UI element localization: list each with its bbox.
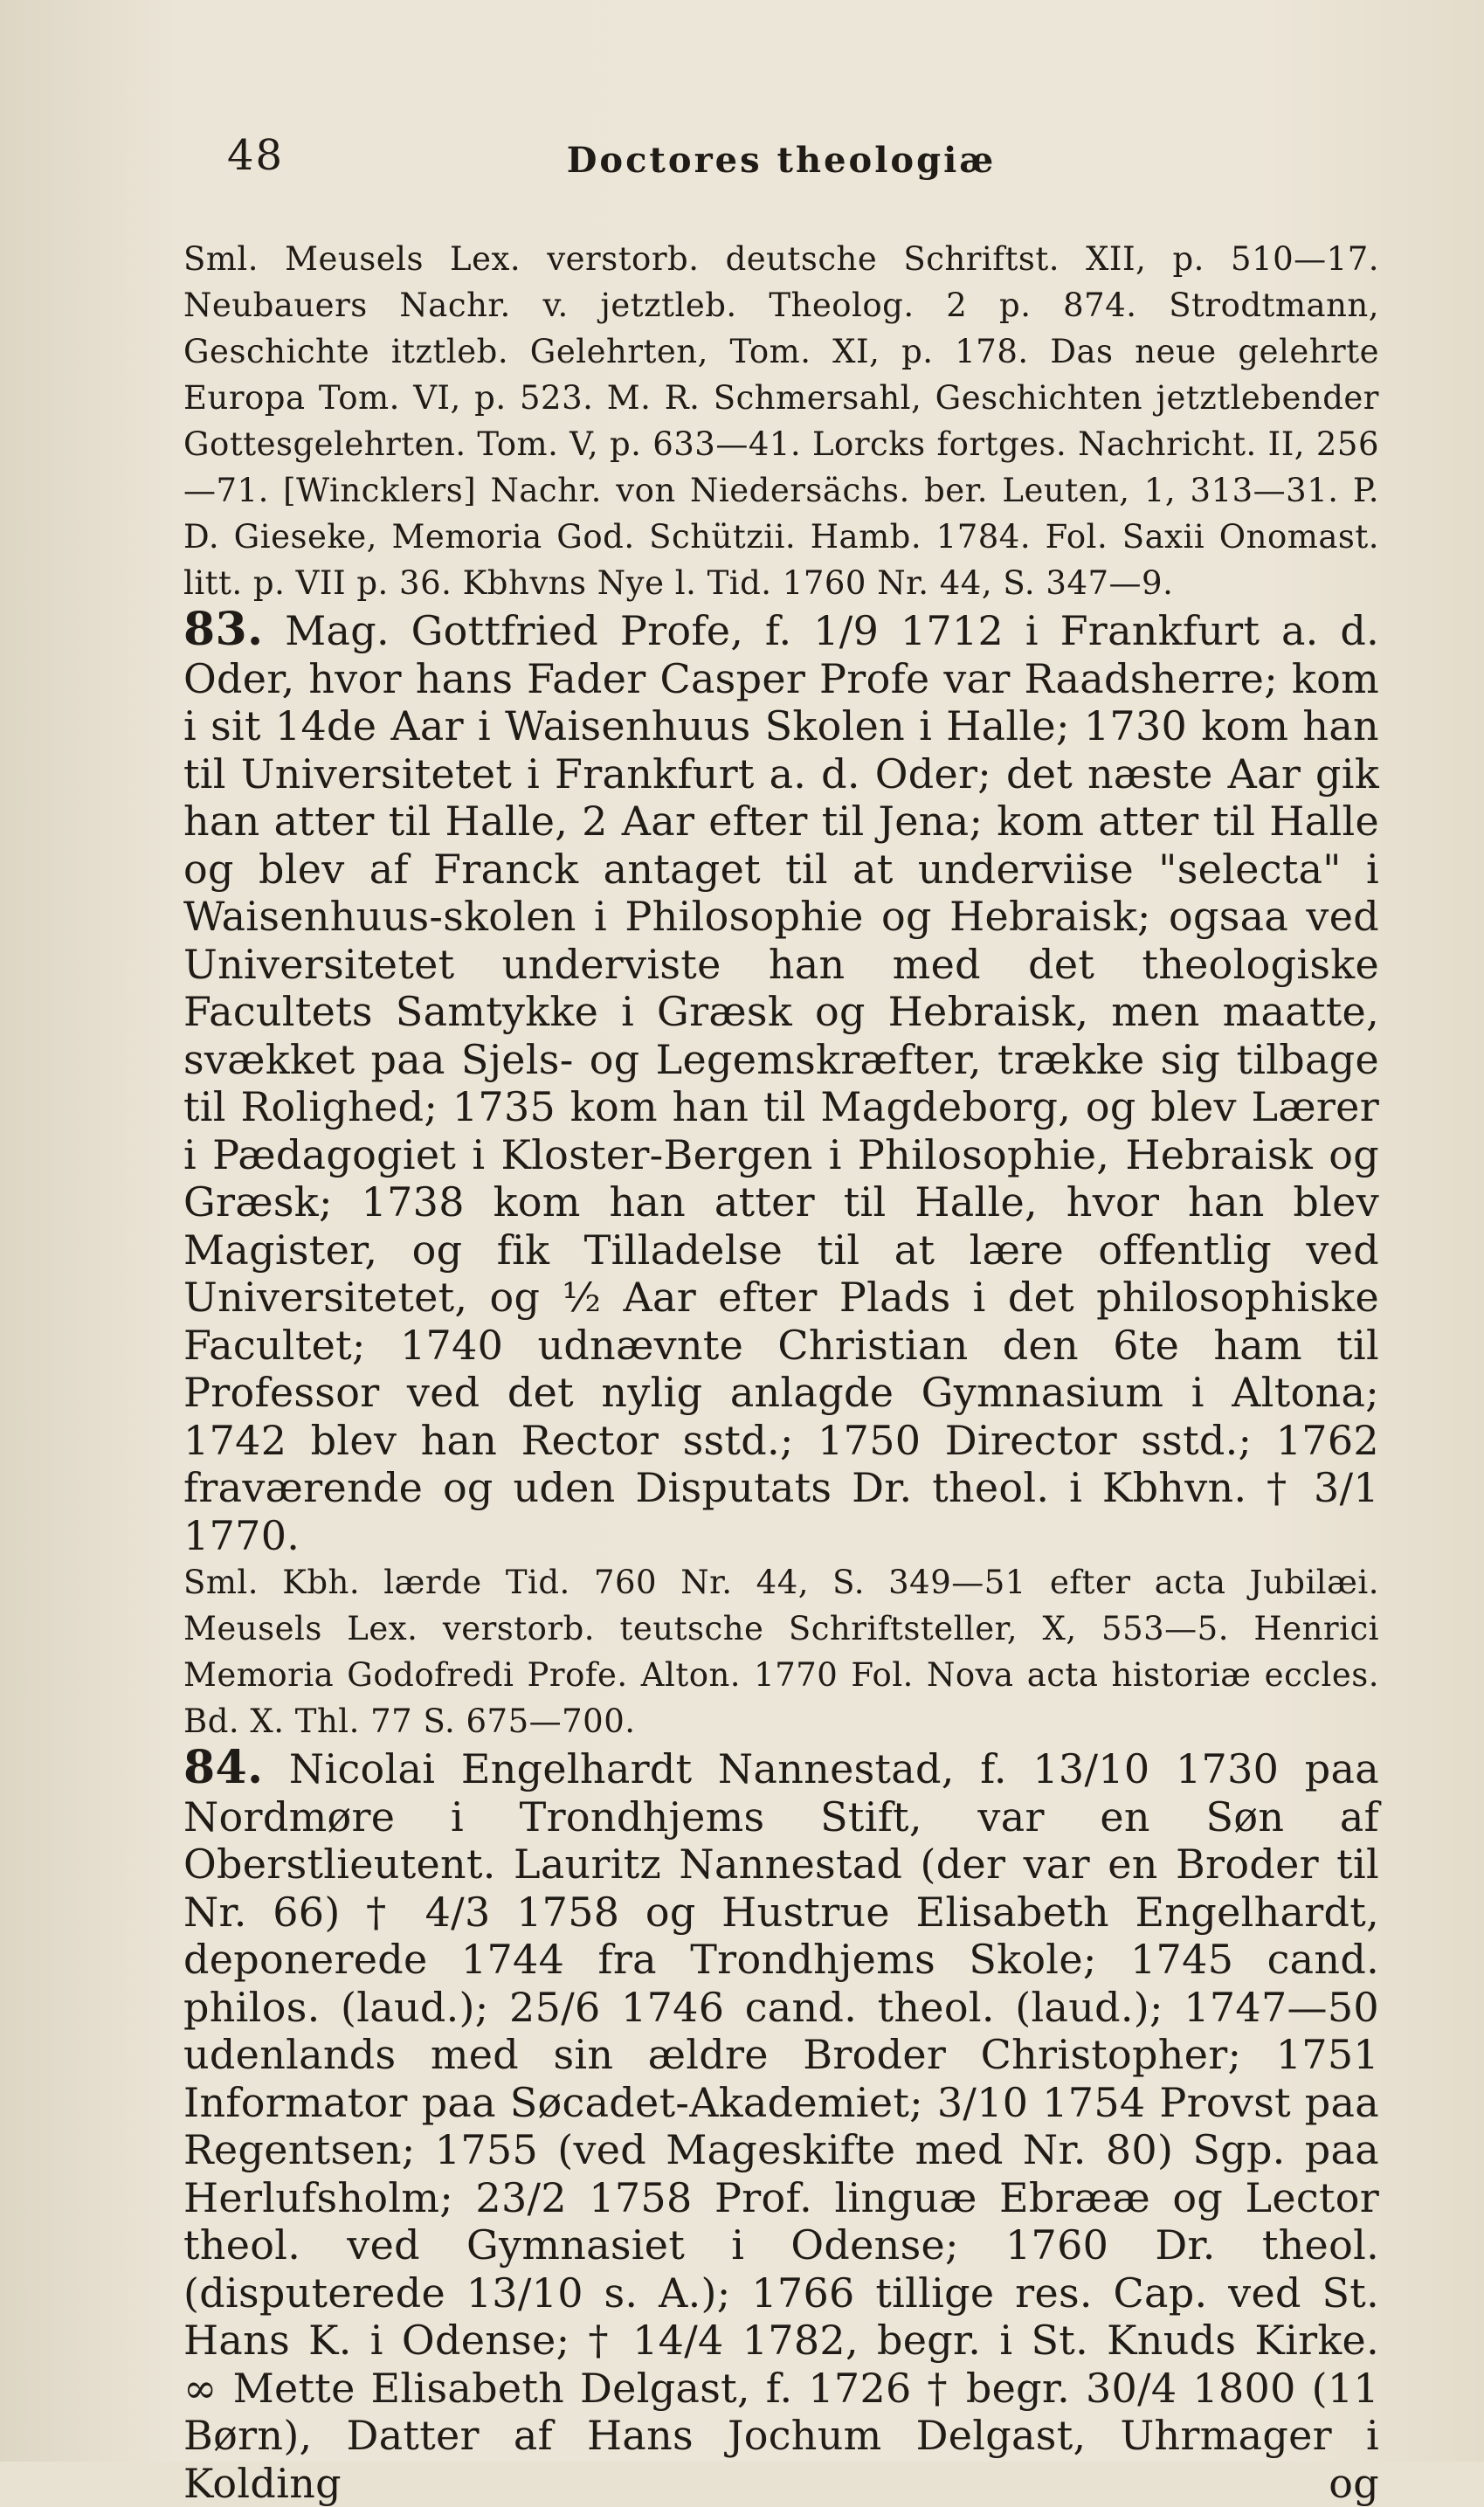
entry-83-number: 83. bbox=[183, 603, 263, 656]
entry-82-references: Sml. Meusels Lex. verstorb. deutsche Schriftst. XII, p. 510—17. Neubauers Nachr. v. jetztleb. Theolog. 2 p. 874. Strodtmann, Geschichte itztleb. Gelehrten, Tom. XI, p. 178. Das neue gelehrte Europa Tom. VI, p. 523. M. R. Schmersahl, Geschichten jetztlebender Gottesgelehrten. Tom. V, p. 633—41. Lorcks fortges. Nachricht. II, 256—71. [Wincklers] Nachr. von Niedersächs. ber. Leuten, 1, 313—31. P. D. Gieseke, Memoria God. Schützii. Hamb. 1784. Fol. Saxii Onomast. litt. p. VII p. 36. Kbhvns Nye l. Tid. 1760 Nr. 44, S. 347—9. bbox=[183, 236, 1379, 606]
page-number: 48 bbox=[227, 131, 284, 180]
entry-84-marriage: ∞ Mette Elisabeth Delgast, f. 1726 † begr. 30/4 1800 (11 Børn), Datter af Hans Jochum Delgast, Uhrmager i Kolding og bbox=[183, 2365, 1379, 2507]
entry-84-number: 84. bbox=[183, 1741, 263, 1794]
entry-84-biography bbox=[183, 1744, 1379, 2365]
entry-83-biography bbox=[183, 606, 1379, 1559]
page-header bbox=[183, 131, 1379, 210]
entry-83-text: Mag. Gottfried Profe, f. 1/9 1712 i Frankfurt a. d. Oder, hvor hans Fader Casper Profe var Raadsherre; kom i sit 14de Aar i Waisenhuus Skolen i Halle; 1730 kom han til Universitetet i Frankfurt a. d. Oder; det næste Aar gik han atter til Halle, 2 Aar efter til Jena; kom atter til Halle og blev af Franck antaget til at underviise "selecta" i Waisenhuus-skolen i Philosophie og Hebraisk; ogsaa ved Universitetet underviste han med det theologiske Facultets Samtykke i Græsk og Hebraisk, men maatte, svækket paa Sjels- og Legemskræfter, trække sig tilbage til Rolighed; 1735 kom han til Magdeborg, og blev Lærer i Pædagogiet i Kloster-Bergen i Philosophie, Hebraisk og Græsk; 1738 kom han atter til Halle, hvor han blev Magister, og fik Tilladelse til at lære offentlig ved Universitetet, og ½ Aar efter Plads i det philosophiske Facultet; 1740 udnævnte Christian den 6te ham til Professor ved det nylig anlagde Gymnasium i Altona; 1742 blev han Rector sstd.; 1750 Director sstd.; 1762 fraværende og uden Disputats Dr. theol. i Kbhvn. † 3/1 1770. bbox=[183, 607, 1379, 1559]
running-title: Doctores theologiæ bbox=[183, 140, 1379, 181]
entry-84-text: Nicolai Engelhardt Nannestad, f. 13/10 1730 paa Nordmøre i Trondhjems Stift, var en Søn af Oberstlieutent. Lauritz Nannestad (der var en Broder til Nr. 66) † 4/3 1758 og Hustrue Elisabeth Engelhardt, deponerede 1744 fra Trondhjems Skole; 1745 cand. philos. (laud.); 25/6 1746 cand. theol. (laud.); 1747—50 udenlands med sin ældre Broder Christopher; 1751 Informator paa Søcadet-Akademiet; 3/10 1754 Provst paa Regentsen; 1755 (ved Mageskifte med Nr. 80) Sgp. paa Herlufsholm; 23/2 1758 Prof. linguæ Ebrææ og Lector theol. ved Gymnasiet i Odense; 1760 Dr. theol. (disputerede 13/10 s. A.); 1766 tillige res. Cap. ved St. Hans K. i Odense; † 14/4 1782, begr. i St. Knuds Kirke. bbox=[183, 1745, 1379, 2364]
entry-83-references: Sml. Kbh. lærde Tid. 760 Nr. 44, S. 349—51 efter acta Jubilæi. Meusels Lex. verstorb. teutsche Schriftsteller, X, 553—5. Henrici Memoria Godofredi Profe. Alton. 1770 Fol. Nova acta historiæ eccles. Bd. X. Thl. 77 S. 675—700. bbox=[183, 1559, 1379, 1744]
